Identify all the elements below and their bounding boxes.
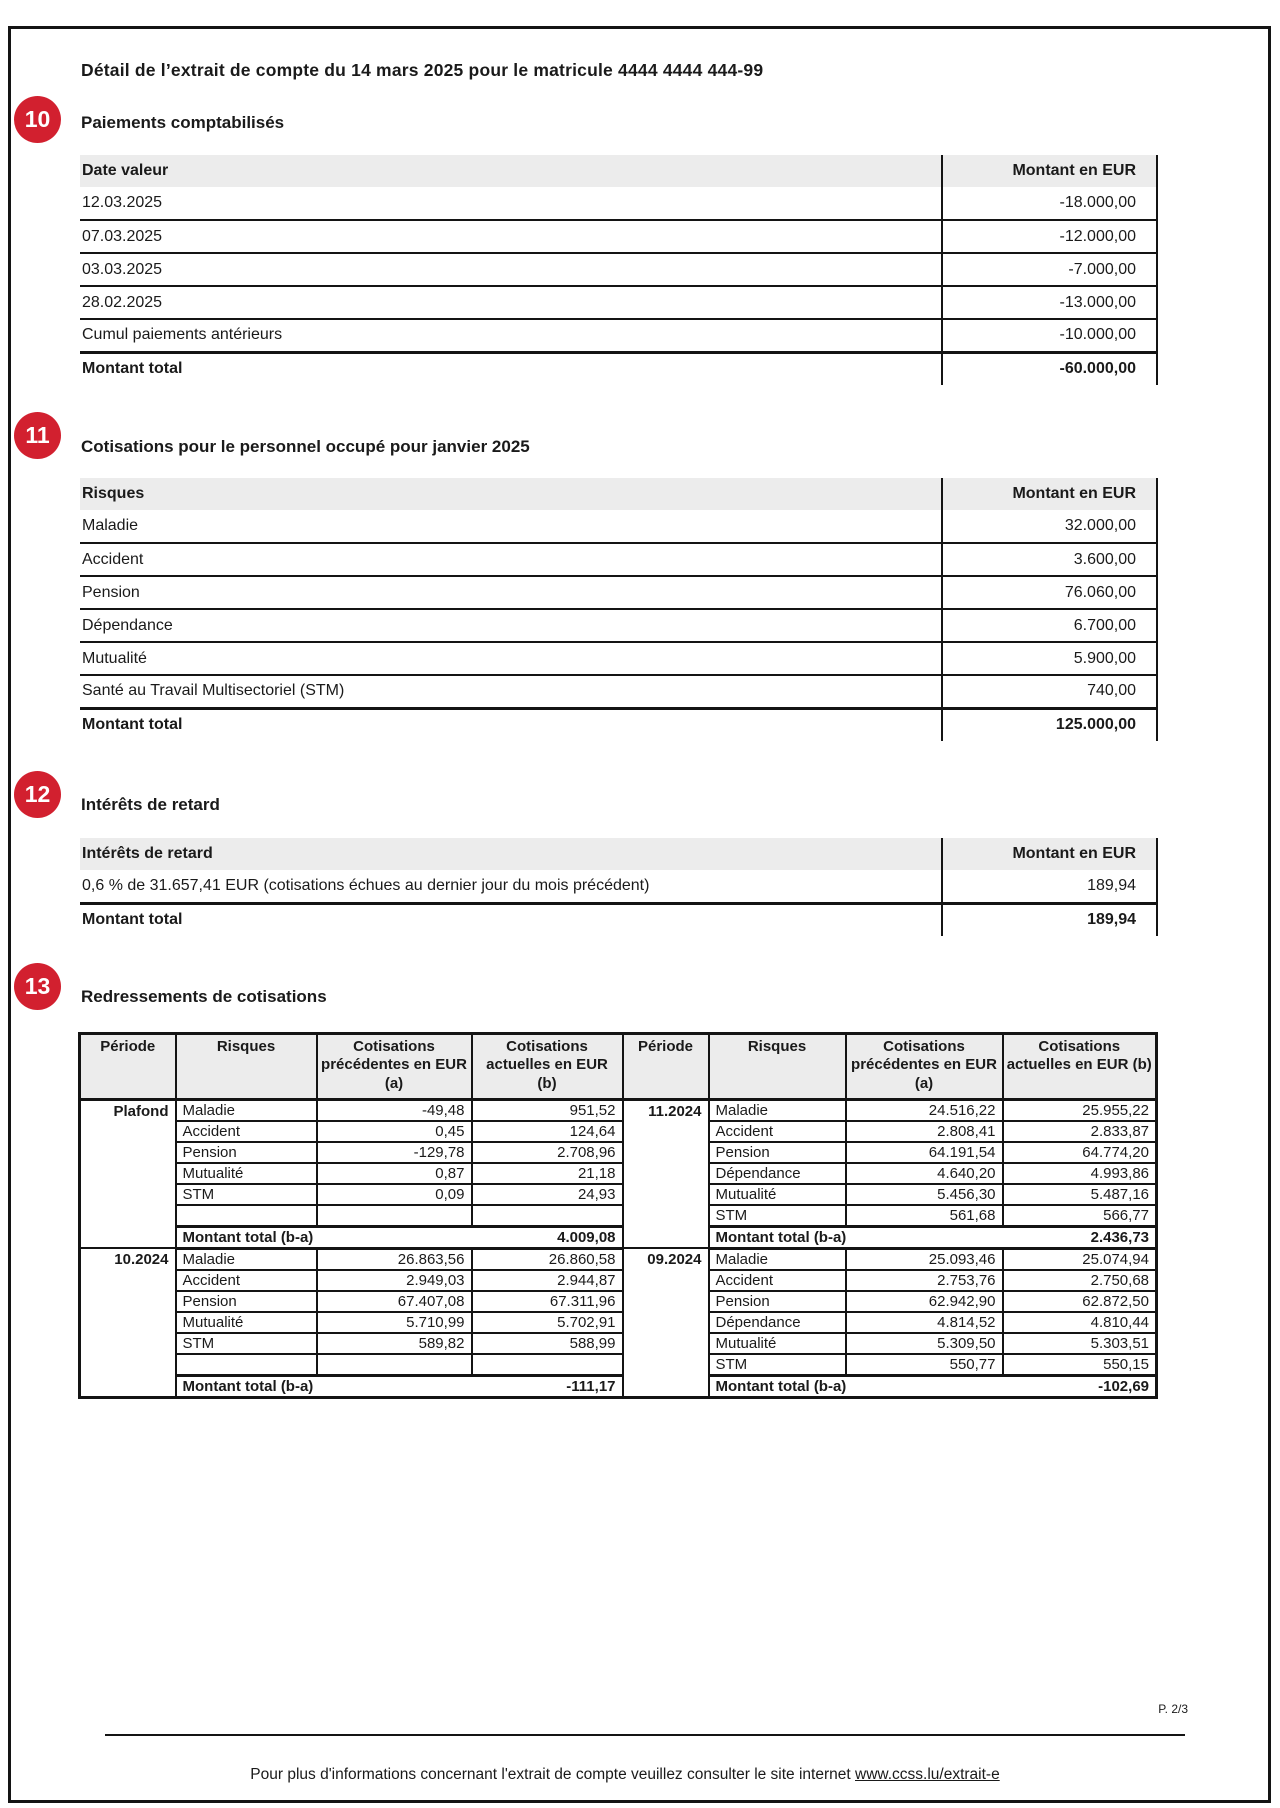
cell-interets-detail: 0,6 % de 31.657,41 EUR (cotisations échues au dernier jour du mois précédent) bbox=[80, 870, 942, 903]
cell-amount: -12.000,00 bbox=[942, 220, 1157, 253]
column-header-periode: Période bbox=[80, 1034, 176, 1100]
cell-curr: 5.702,91 bbox=[472, 1312, 623, 1333]
cell-date: Cumul paiements antérieurs bbox=[80, 319, 942, 352]
cell-amount: 76.060,00 bbox=[942, 576, 1157, 609]
cell-prev: 4.814,52 bbox=[846, 1312, 1003, 1333]
total-value: 4.009,08 bbox=[557, 1228, 616, 1246]
cell-risque: Accident bbox=[176, 1270, 317, 1291]
total-value: 125.000,00 bbox=[942, 708, 1157, 741]
section-11-badge: 11 bbox=[14, 412, 61, 459]
paiements-table bbox=[80, 155, 1158, 385]
cell-risque: Mutualité bbox=[709, 1184, 846, 1205]
page-number: P. 2/3 bbox=[1158, 1702, 1188, 1716]
section-13-badge: 13 bbox=[14, 963, 61, 1010]
column-header-cotisations-precedentes: Cotisations précédentes en EUR (a) bbox=[317, 1034, 472, 1100]
table-header-row bbox=[80, 478, 1157, 510]
ccss-extrait-link[interactable]: www.ccss.lu/extrait-e bbox=[855, 1766, 1000, 1783]
cell-risque: STM bbox=[709, 1205, 846, 1227]
cell-risque: Mutualité bbox=[709, 1333, 846, 1354]
total-label: Montant total bbox=[82, 360, 183, 378]
footer-info bbox=[80, 1766, 1170, 1784]
section-10-heading: Paiements comptabilisés bbox=[81, 113, 285, 132]
cell-prev: 62.942,90 bbox=[846, 1291, 1003, 1312]
cell-empty bbox=[176, 1205, 317, 1227]
total-value: -111,17 bbox=[566, 1377, 616, 1395]
cell-curr: 4.810,44 bbox=[1003, 1312, 1157, 1333]
cell-curr: 64.774,20 bbox=[1003, 1142, 1157, 1163]
grid-row bbox=[80, 1163, 1157, 1184]
cell-curr: 26.860,58 bbox=[472, 1248, 623, 1270]
grid-row bbox=[80, 1312, 1157, 1333]
grid-total-row bbox=[80, 1375, 1157, 1397]
cell-periode: 09.2024 bbox=[623, 1248, 709, 1397]
cell-date: 12.03.2025 bbox=[80, 187, 942, 220]
cell-empty bbox=[317, 1354, 472, 1376]
grid-row bbox=[80, 1291, 1157, 1312]
table-row bbox=[80, 870, 1157, 903]
total-value: 2.436,73 bbox=[1090, 1228, 1149, 1246]
table-header-row bbox=[80, 155, 1157, 187]
block-total bbox=[176, 1226, 623, 1248]
interets-table bbox=[80, 838, 1158, 936]
cell-curr: 21,18 bbox=[472, 1163, 623, 1184]
grid-row bbox=[80, 1142, 1157, 1163]
cotisations-table bbox=[80, 478, 1158, 741]
cell-curr: 4.993,86 bbox=[1003, 1163, 1157, 1184]
cell-amount: -13.000,00 bbox=[942, 286, 1157, 319]
cell-risque: Accident bbox=[80, 543, 942, 576]
cell-amount: -10.000,00 bbox=[942, 319, 1157, 352]
cell-curr: 550,15 bbox=[1003, 1354, 1157, 1376]
cell-curr: 25.955,22 bbox=[1003, 1099, 1157, 1121]
column-header-risques: Risques bbox=[709, 1034, 846, 1100]
cell-periode: Plafond bbox=[80, 1099, 176, 1248]
cell-risque: Pension bbox=[80, 576, 942, 609]
footer-divider bbox=[105, 1734, 1185, 1736]
column-header-periode: Période bbox=[623, 1034, 709, 1100]
cell-risque: Maladie bbox=[709, 1248, 846, 1270]
column-header-risques: Risques bbox=[80, 478, 942, 510]
cell-curr: 2.833,87 bbox=[1003, 1121, 1157, 1142]
column-header-date-valeur: Date valeur bbox=[80, 155, 942, 187]
cell-empty bbox=[317, 1205, 472, 1227]
table-row bbox=[80, 286, 1157, 319]
section-11-heading: Cotisations pour le personnel occupé pour janvier 2025 bbox=[81, 437, 530, 456]
cell-empty bbox=[176, 1354, 317, 1376]
cell-risque: Mutualité bbox=[80, 642, 942, 675]
section-13-heading: Redressements de cotisations bbox=[81, 987, 327, 1006]
cell-amount: 32.000,00 bbox=[942, 510, 1157, 543]
cell-risque: Dépendance bbox=[709, 1312, 846, 1333]
cell-curr: 951,52 bbox=[472, 1099, 623, 1121]
cell-curr: 25.074,94 bbox=[1003, 1248, 1157, 1270]
grid-header-row bbox=[80, 1034, 1157, 1100]
cell-prev: 2.753,76 bbox=[846, 1270, 1003, 1291]
grid-row bbox=[80, 1205, 1157, 1227]
cell-curr: 2.750,68 bbox=[1003, 1270, 1157, 1291]
table-row bbox=[80, 319, 1157, 352]
cell-prev: 67.407,08 bbox=[317, 1291, 472, 1312]
cell-prev: 2.808,41 bbox=[846, 1121, 1003, 1142]
cell-amount: 189,94 bbox=[942, 870, 1157, 903]
table-row bbox=[80, 543, 1157, 576]
cell-prev: 5.309,50 bbox=[846, 1333, 1003, 1354]
cell-curr: 5.303,51 bbox=[1003, 1333, 1157, 1354]
block-total bbox=[176, 1375, 623, 1397]
block-total bbox=[709, 1375, 1157, 1397]
total-value: -102,69 bbox=[1098, 1377, 1149, 1395]
total-label: Montant total (b-a) bbox=[182, 1377, 314, 1395]
table-header-row bbox=[80, 838, 1157, 870]
block-total bbox=[709, 1226, 1157, 1248]
cell-risque: Dépendance bbox=[709, 1163, 846, 1184]
cell-risque: Pension bbox=[176, 1142, 317, 1163]
cell-curr: 24,93 bbox=[472, 1184, 623, 1205]
cell-risque: Pension bbox=[709, 1291, 846, 1312]
cell-prev: 589,82 bbox=[317, 1333, 472, 1354]
cell-risque: Accident bbox=[709, 1121, 846, 1142]
cell-curr: 2.944,87 bbox=[472, 1270, 623, 1291]
cell-risque: STM bbox=[176, 1184, 317, 1205]
grid-total-row bbox=[80, 1226, 1157, 1248]
table-total-row bbox=[80, 708, 1157, 741]
cell-prev: 0,87 bbox=[317, 1163, 472, 1184]
section-12-badge: 12 bbox=[14, 771, 61, 818]
cell-prev: 4.640,20 bbox=[846, 1163, 1003, 1184]
column-header-cotisations-actuelles: Cotisations actuelles en EUR (b) bbox=[472, 1034, 623, 1100]
grid-row bbox=[80, 1121, 1157, 1142]
table-row bbox=[80, 609, 1157, 642]
cell-prev: 0,09 bbox=[317, 1184, 472, 1205]
table-row bbox=[80, 675, 1157, 708]
column-header-montant-eur: Montant en EUR bbox=[942, 838, 1157, 870]
column-header-montant-eur: Montant en EUR bbox=[942, 478, 1157, 510]
cell-risque: Mutualité bbox=[176, 1163, 317, 1184]
cell-risque: STM bbox=[176, 1333, 317, 1354]
cell-periode: 11.2024 bbox=[623, 1099, 709, 1248]
cell-periode: 10.2024 bbox=[80, 1248, 176, 1397]
cell-risque: Maladie bbox=[176, 1099, 317, 1121]
column-header-montant-eur: Montant en EUR bbox=[942, 155, 1157, 187]
cell-risque: Pension bbox=[709, 1142, 846, 1163]
grid-row bbox=[80, 1270, 1157, 1291]
table-row bbox=[80, 187, 1157, 220]
grid-row bbox=[80, 1333, 1157, 1354]
table-row bbox=[80, 220, 1157, 253]
cell-amount: 5.900,00 bbox=[942, 642, 1157, 675]
total-label: Montant total (b-a) bbox=[715, 1228, 847, 1246]
cell-prev: 2.949,03 bbox=[317, 1270, 472, 1291]
cell-prev: -49,48 bbox=[317, 1099, 472, 1121]
cell-risque: STM bbox=[709, 1354, 846, 1376]
grid-row bbox=[80, 1354, 1157, 1376]
cell-curr: 124,64 bbox=[472, 1121, 623, 1142]
total-label: Montant total bbox=[82, 911, 183, 929]
grid-row bbox=[80, 1099, 1157, 1121]
cell-prev: 25.093,46 bbox=[846, 1248, 1003, 1270]
cell-date: 03.03.2025 bbox=[80, 253, 942, 286]
footer-info-text: Pour plus d'informations concernant l'extrait de compte veuillez consulter le site internet bbox=[250, 1766, 855, 1783]
cell-risque: Santé au Travail Multisectoriel (STM) bbox=[80, 675, 942, 708]
cell-curr: 2.708,96 bbox=[472, 1142, 623, 1163]
cell-prev: 24.516,22 bbox=[846, 1099, 1003, 1121]
cell-amount: 6.700,00 bbox=[942, 609, 1157, 642]
cell-risque: Pension bbox=[176, 1291, 317, 1312]
total-label: Montant total (b-a) bbox=[182, 1228, 314, 1246]
total-label: Montant total (b-a) bbox=[715, 1377, 847, 1395]
column-header-cotisations-actuelles: Cotisations actuelles en EUR (b) bbox=[1003, 1034, 1157, 1100]
cell-date: 28.02.2025 bbox=[80, 286, 942, 319]
section-12-heading: Intérêts de retard bbox=[81, 795, 220, 814]
cell-prev: 64.191,54 bbox=[846, 1142, 1003, 1163]
cell-curr: 588,99 bbox=[472, 1333, 623, 1354]
cell-curr: 67.311,96 bbox=[472, 1291, 623, 1312]
cell-risque: Accident bbox=[176, 1121, 317, 1142]
total-value: -60.000,00 bbox=[942, 352, 1157, 385]
cell-prev: 5.456,30 bbox=[846, 1184, 1003, 1205]
cell-amount: 740,00 bbox=[942, 675, 1157, 708]
cell-risque: Accident bbox=[709, 1270, 846, 1291]
column-header-risques: Risques bbox=[176, 1034, 317, 1100]
table-row bbox=[80, 253, 1157, 286]
total-value: 189,94 bbox=[942, 903, 1157, 936]
cell-prev: 5.710,99 bbox=[317, 1312, 472, 1333]
table-row bbox=[80, 510, 1157, 543]
cell-risque: Mutualité bbox=[176, 1312, 317, 1333]
table-total-row bbox=[80, 903, 1157, 936]
cell-risque: Dépendance bbox=[80, 609, 942, 642]
cell-amount: -7.000,00 bbox=[942, 253, 1157, 286]
cell-amount: 3.600,00 bbox=[942, 543, 1157, 576]
cell-prev: 26.863,56 bbox=[317, 1248, 472, 1270]
section-10-badge: 10 bbox=[14, 96, 61, 143]
cell-prev: 550,77 bbox=[846, 1354, 1003, 1376]
cell-curr: 62.872,50 bbox=[1003, 1291, 1157, 1312]
cell-prev: 0,45 bbox=[317, 1121, 472, 1142]
cell-empty bbox=[472, 1205, 623, 1227]
cell-empty bbox=[472, 1354, 623, 1376]
total-label: Montant total bbox=[82, 716, 183, 734]
table-total-row bbox=[80, 352, 1157, 385]
cell-risque: Maladie bbox=[176, 1248, 317, 1270]
grid-row bbox=[80, 1248, 1157, 1270]
cell-risque: Maladie bbox=[709, 1099, 846, 1121]
redressements-table bbox=[78, 1032, 1158, 1399]
document-title: Détail de l’extrait de compte du 14 mars 2025 pour le matricule 4444 4444 444-99 bbox=[81, 60, 764, 80]
cell-curr: 5.487,16 bbox=[1003, 1184, 1157, 1205]
cell-date: 07.03.2025 bbox=[80, 220, 942, 253]
table-row bbox=[80, 576, 1157, 609]
cell-amount: -18.000,00 bbox=[942, 187, 1157, 220]
table-row bbox=[80, 642, 1157, 675]
cell-risque: Maladie bbox=[80, 510, 942, 543]
grid-row bbox=[80, 1184, 1157, 1205]
cell-prev: 561,68 bbox=[846, 1205, 1003, 1227]
cell-prev: -129,78 bbox=[317, 1142, 472, 1163]
column-header-interets: Intérêts de retard bbox=[80, 838, 942, 870]
cell-curr: 566,77 bbox=[1003, 1205, 1157, 1227]
column-header-cotisations-precedentes: Cotisations précédentes en EUR (a) bbox=[846, 1034, 1003, 1100]
